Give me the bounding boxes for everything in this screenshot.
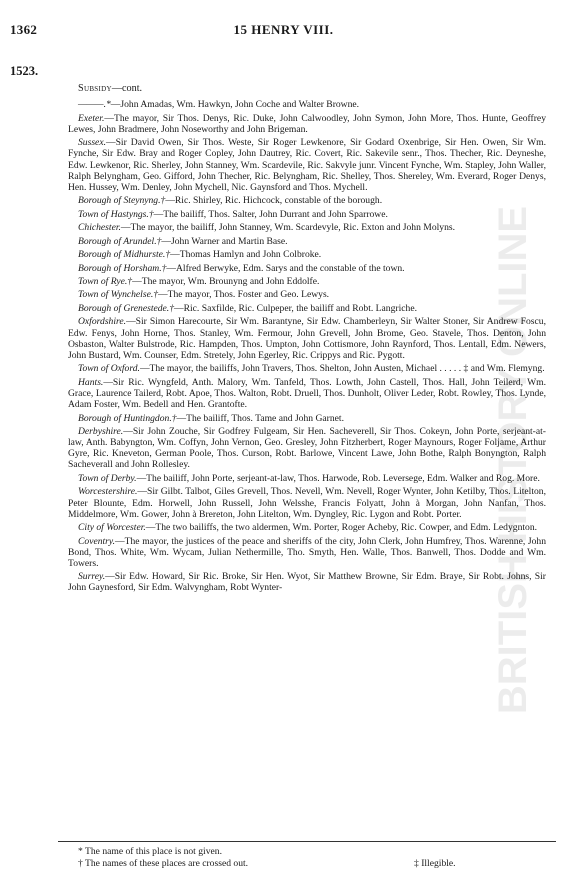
entry-paragraph — [68, 426, 546, 471]
margin-year: 1523. — [10, 64, 39, 78]
entry-paragraph — [68, 473, 546, 484]
entry-paragraph — [68, 209, 546, 220]
entry-paragraph — [68, 276, 546, 287]
footnote-divider — [58, 841, 556, 842]
entry-text: —Alfred Berwyke, Edm. Sarys and the constable of the town. — [166, 262, 405, 274]
entry-text: —The mayor, Thos. Foster and Geo. Lewys. — [158, 289, 330, 301]
entry-text: —The mayor, Wm. Brounyng and John Eddolfe. — [132, 276, 320, 288]
entry-paragraph — [68, 236, 546, 247]
footnote-3: ‡ Illegible. — [414, 857, 456, 869]
entry-text: —Ric. Saxfilde, Ric. Culpeper, the bailiff and Robt. Langriche. — [174, 302, 417, 314]
entry-label: Town of Oxford. — [78, 363, 140, 375]
entry-label: Worcestershire. — [78, 486, 138, 498]
entry-text: —The bailiff, Thos. Salter, John Durrant and John Sparrowe. — [153, 208, 388, 220]
entry-label: Coventry. — [78, 535, 116, 547]
entry-paragraph — [68, 413, 546, 424]
entry-label: Surrey. — [78, 571, 106, 583]
entry-paragraph — [68, 222, 546, 233]
entry-paragraph — [68, 486, 546, 519]
entry-text: —John Warner and Martin Base. — [161, 235, 288, 247]
footnotes — [78, 846, 548, 869]
entry-paragraph — [68, 195, 546, 206]
entry-text: —The mayor, the bailiff, John Stanney, Wm. Scardevyle, Ric. Exton and John Molyns. — [120, 222, 456, 234]
entry-paragraph — [68, 316, 546, 361]
entry-label: Town of Wynchelse.† — [78, 289, 159, 301]
entry-label: Borough of Huntingdon.† — [78, 412, 177, 424]
entry-paragraph — [68, 522, 546, 533]
entry-text: —Thomas Hamlyn and John Colbroke. — [170, 249, 322, 261]
entry-paragraph — [68, 363, 546, 374]
subsidy-heading — [68, 83, 546, 94]
entry-text: —The mayor, the justices of the peace and sheriffs of the city, John Clerk, John Humfrey, Thos. Warenne, John Bond, Thos. White, Wm. Wycam, Julian Nethermille, Tho. Smyth, Hen. Walle, Thos. Banwell, Thos. Dodde and Wm. Towers. — [68, 535, 546, 569]
footnote-1: * The name of this place is not given. — [78, 846, 222, 857]
entry-paragraph — [68, 536, 546, 569]
entry-text: —Ric. Shirley, Ric. Hichcock, constable of the borough. — [165, 195, 383, 207]
entry-paragraph — [68, 571, 546, 593]
entry-label: Town of Rye.† — [78, 276, 133, 288]
entry-label: Borough of Steynyng.† — [78, 195, 166, 207]
entry-paragraph — [68, 137, 546, 193]
entry-text: —Sir Simon Harecourte, Sir Wm. Barantyne, Sir Edw. Chamberleyn, Sir Walter Stoner, Sir Andrew Foscu, Edw. Fenys, John Horne, Thos. Stanley, Wm. Fermour, John Grevell, John Brome, Geo. Stavele, Thos. Denton, John Osbaston, Walter Bulstrode, Ric. Hampden, Thos. Umpton, John Cottismore, John Raynford, Thos. Lentall, Edm. Newers, John Bustard, Wm. Counser, Edm. Stretely, John Egerley, Ric. Crippys and Ric. Pygott. — [68, 316, 546, 361]
entry-paragraph — [68, 303, 546, 314]
entry-paragraph — [68, 289, 546, 300]
entry-text: —Sir Ric. Wyngfeld, Anth. Malory, Wm. Tanfeld, Thos. Lowth, John Castell, Thos. Hall, John Teilerd, Wm. Grace, Laurence Tailerd, Robt. Apoe, Thos. Walton, Robt. Druell, Thos. Dunholt, Oliver Leder, Robt. Rowley, Thos. Lynde, Adam Foster, Wm. Bedell and Hen. Grantofte. — [68, 376, 546, 411]
entry-text: —Sir David Owen, Sir Thos. Weste, Sir Roger Lewkenore, Sir Godard Oxenbrige, Sir Hen. Owen, Sir Wm. Fynche, Sir Edw. Bray and Roger Copley, John Dautrey, Ric. Covert, Ric. Sakevile senr., Thos. Thecher, Ric. Deyneshe, Edw. Lewkenor, Ric. Sherley, John Stanney, Wm. Scardevile, Ric. Sakvyle junr. Vincent Fynche, Wm. Stapley, John Waller, Ralph Belyngham, Geo. Gifford, John Thecher, Ric. Belyngham, Ric. Shelley, Thos. Shereley, Wm. Everard, Roger Denys, Hen. Hussey, Wm. Denley, John Mychell, Nic. Gaynsford and Thos. Mychell. — [68, 137, 546, 193]
entry-paragraph — [68, 263, 546, 274]
svg-text:BRITISH HISTORY ONLINE: BRITISH HISTORY ONLINE — [491, 205, 535, 715]
entry-label: Borough of Midhurste.† — [78, 249, 171, 261]
entry-label: Borough of Arundel.† — [78, 235, 162, 247]
footnote-2: † The names of these places are crossed out. — [78, 857, 249, 869]
entry-text: —Sir John Zouche, Sir Godfrey Fulgeam, Sir Hen. Sacheverell, Sir Thos. Cokeyn, John Porte, serjeant-at-law, Anth. Babyngton, Wm. Coffyn, John Vernon, Geo. Gresley, John Fitzherbert, Roger Maynours, Roger Foljame, Arthur Gyre, Ric. Kneveton, German Poole, Thos. Curson, Robt. Barlowe, Vincent Lawe, John Bothe, Ralph Bonyngton, Ralph Sacheverall and John Rollesley. — [68, 425, 546, 471]
entry-paragraph — [68, 249, 546, 260]
entry-label: Borough of Grenestede.† — [78, 302, 175, 314]
entry-label: Hants. — [78, 376, 104, 388]
entry-text: —The bailiff, Thos. Tame and John Garnet. — [176, 412, 344, 424]
entry-text: —The bailiff, John Porte, serjeant-at-law, Thos. Harwode, Rob. Leversege, Edm. Walker and Rog. More. — [136, 472, 540, 484]
entries-list — [68, 99, 546, 593]
entry-label: ———.* — [78, 99, 111, 111]
entry-label: Town of Hastyngs.† — [78, 208, 154, 220]
entry-text: —The two bailiffs, the two aldermen, Wm. Porter, Roger Acheby, Ric. Cowper, and Edm. Ledygnton. — [145, 522, 538, 534]
entry-label: Derbyshire. — [78, 425, 124, 437]
entry-label: Sussex. — [78, 137, 106, 149]
entry-text: —John Amadas, Wm. Hawkyn, John Coche and Walter Browne. — [110, 99, 360, 111]
subsidy-heading-title: Subsidy — [78, 83, 112, 94]
entry-text: —The mayor, the bailiffs, John Travers, Thos. Shelton, John Austen, Michael . . . . . ‡ and Wm. Flemyng. — [139, 363, 545, 375]
page-number: 1362 — [10, 22, 38, 37]
entry-label: Exeter. — [78, 112, 105, 124]
entry-label: Chichester. — [78, 222, 121, 234]
entry-text: —The mayor, Sir Thos. Denys, Ric. Duke, John Calwoodley, John Symon, John More, Thos. Hunte, Geoffrey Lewes, John Bradmere, John Noseworthy and John Brigeman. — [68, 112, 546, 135]
entry-label: Oxfordshire. — [78, 316, 127, 328]
entry-text: —Sir Gilbt. Talbot, Giles Grevell, Thos. Nevell, Wm. Nevell, Roger Wynter, John Ketilby, Thos. Litelton, Peter Blounte, Edm. Horwell, John Russell, John Welsshe, Francis Folyatt, John à Morgan, John Nanfan, Thos. Middelmore, Wm. Gower, John à Brereton, John Litelton, Wm. Dyngley, Ric. Lygon and Robt. Porter. — [68, 486, 546, 520]
entry-label: Borough of Horsham.† — [78, 262, 167, 274]
entry-paragraph — [68, 113, 546, 135]
entry-text: —Sir Edw. Howard, Sir Ric. Broke, Sir Hen. Wyot, Sir Matthew Browne, Sir Edm. Braye, Sir Robt. Johns, Sir John Gaynesford, Sir Edm. Walvyngham, Robt Wynter- — [68, 571, 546, 594]
running-title: 15 HENRY VIII. — [233, 22, 334, 37]
entry-paragraph — [68, 377, 546, 410]
subsidy-heading-suffix: —cont. — [111, 83, 143, 94]
document-body — [68, 83, 546, 596]
entry-paragraph — [68, 99, 546, 110]
entry-label: City of Worcester. — [78, 522, 146, 534]
entry-label: Town of Derby. — [78, 472, 137, 484]
